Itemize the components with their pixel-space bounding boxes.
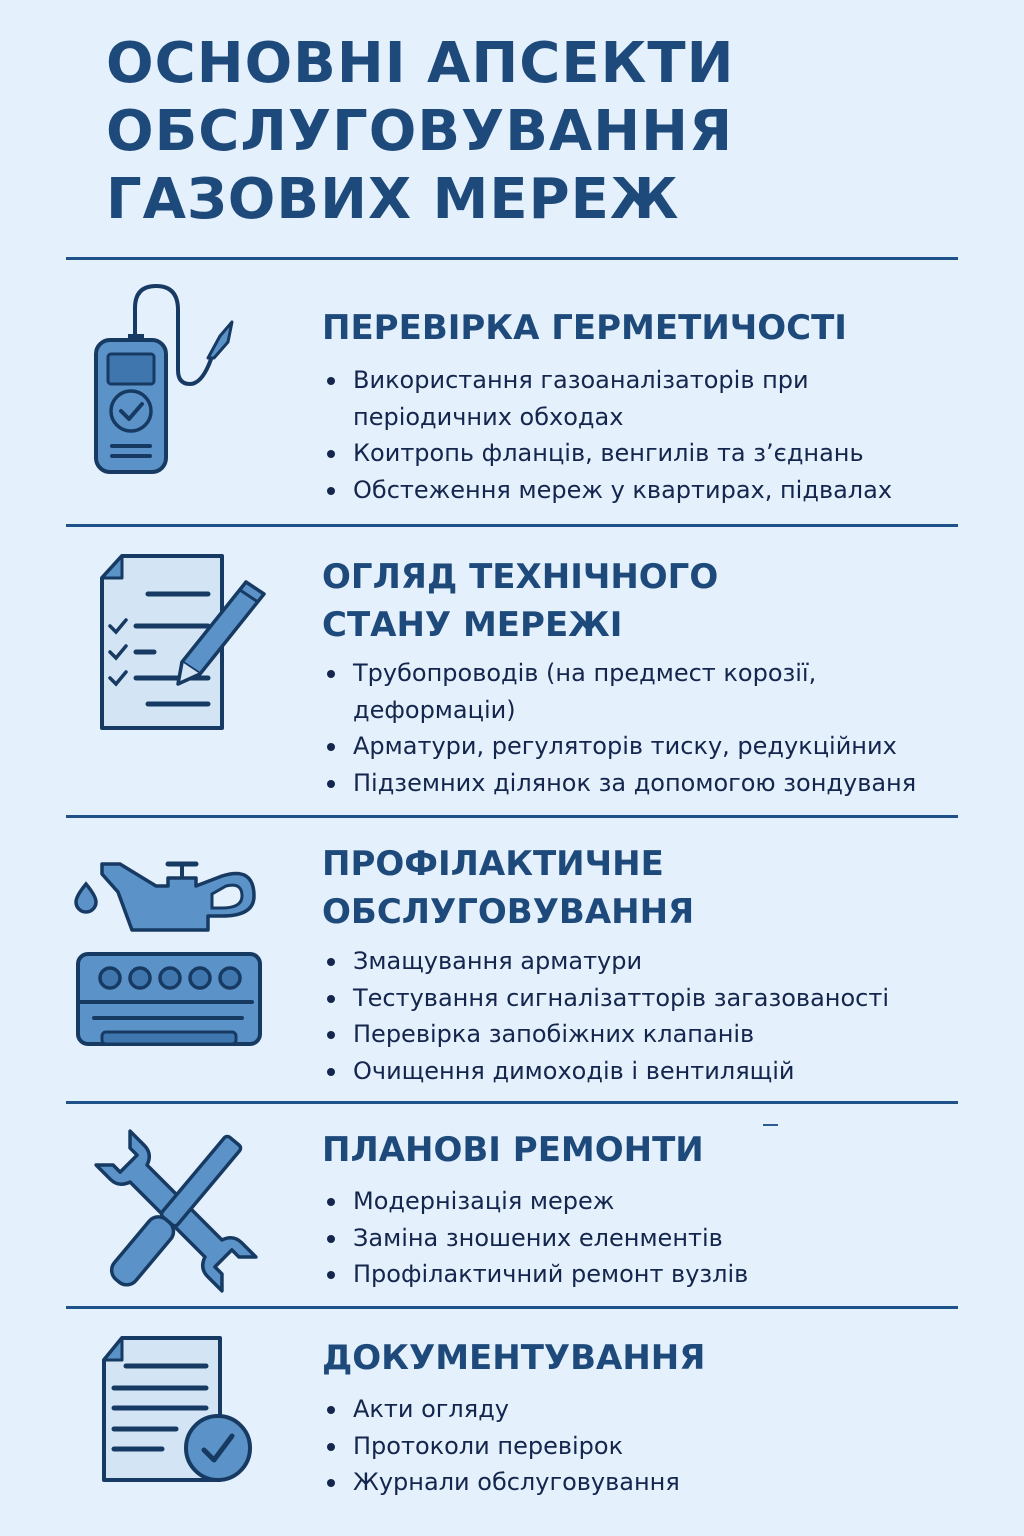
title-line-2: ОБСЛУГОВУВАННЯ [106, 99, 734, 164]
divider [66, 1306, 958, 1309]
heading-line: ПРОФІЛАКТИЧНЕ [322, 844, 664, 884]
heading-line: ПЛАНОВІ РЕМОНТИ [322, 1130, 704, 1170]
section-heading [322, 553, 718, 649]
list-item: Протоколи перевірок [322, 1428, 680, 1465]
title-line-1: ОСНОВНІ АПСЕКТИ [106, 31, 735, 96]
oil-can-and-boiler-icon [72, 852, 272, 1048]
list-item: Акти огляду [322, 1391, 680, 1428]
bullet-list [322, 943, 889, 1089]
list-item: Обстеження мереж у квартирах, підвалах [322, 472, 892, 509]
list-item: Арматури, регуляторів тиску, редукційних [322, 728, 916, 765]
section-heading [322, 840, 694, 936]
list-item: Перевірка запобіжних клапанів [322, 1016, 889, 1053]
wrench-screwdriver-icon [90, 1126, 262, 1296]
list-item: Коитропь фланців, венгилів та з’єднань [322, 435, 892, 472]
bullet-list [322, 1183, 748, 1293]
stray-dash [763, 1124, 778, 1126]
list-item: Заміна зношених еленментів [322, 1220, 748, 1257]
list-item: Профілактичний ремонт вузлів [322, 1256, 748, 1293]
section-heading [322, 1334, 705, 1382]
document-check-icon [100, 1334, 256, 1486]
section-heading [322, 304, 847, 352]
list-item-continuation: періодичних обходах [353, 402, 624, 431]
heading-line: ОГЛЯД ТЕХНІЧНОГО [322, 557, 719, 597]
bullet-list [322, 1391, 680, 1501]
divider [66, 1101, 958, 1104]
list-item: Модернізація мереж [322, 1183, 748, 1220]
bullet-list [322, 362, 892, 508]
list-item: Очищення димоходів і вентилящій [322, 1053, 889, 1090]
list-item-continuation: деформаціи) [353, 695, 516, 724]
heading-line: ПЕРЕВІРКА ГЕРМЕТИЧОСТІ [322, 308, 847, 348]
list-item: Трубопроводів (на предмест корозії, [322, 655, 916, 692]
heading-line: ОБСЛУГОВУВАННЯ [322, 892, 695, 932]
title-line-3: ГАЗОВИХ МЕРЕЖ [106, 167, 680, 232]
heading-line: СТАНУ МЕРЕЖІ [322, 605, 623, 645]
list-item: Змащування арматури [322, 943, 889, 980]
divider [66, 257, 958, 260]
section-heading [322, 1126, 704, 1174]
heading-line: ДОКУМЕНТУВАННЯ [322, 1338, 706, 1378]
checklist-pencil-icon [96, 552, 276, 734]
gas-analyzer-icon [90, 280, 250, 480]
list-item: Журнали обслуговування [322, 1464, 680, 1501]
divider [66, 524, 958, 527]
divider [66, 815, 958, 818]
list-item: Тестування сигналізатторів загазованості [322, 980, 889, 1017]
list-item: Підземних ділянок за допомогою зондуваня [322, 765, 916, 802]
page-title [106, 30, 734, 234]
bullet-list [322, 655, 916, 801]
list-item: Використання газоаналізаторів при [322, 362, 892, 399]
